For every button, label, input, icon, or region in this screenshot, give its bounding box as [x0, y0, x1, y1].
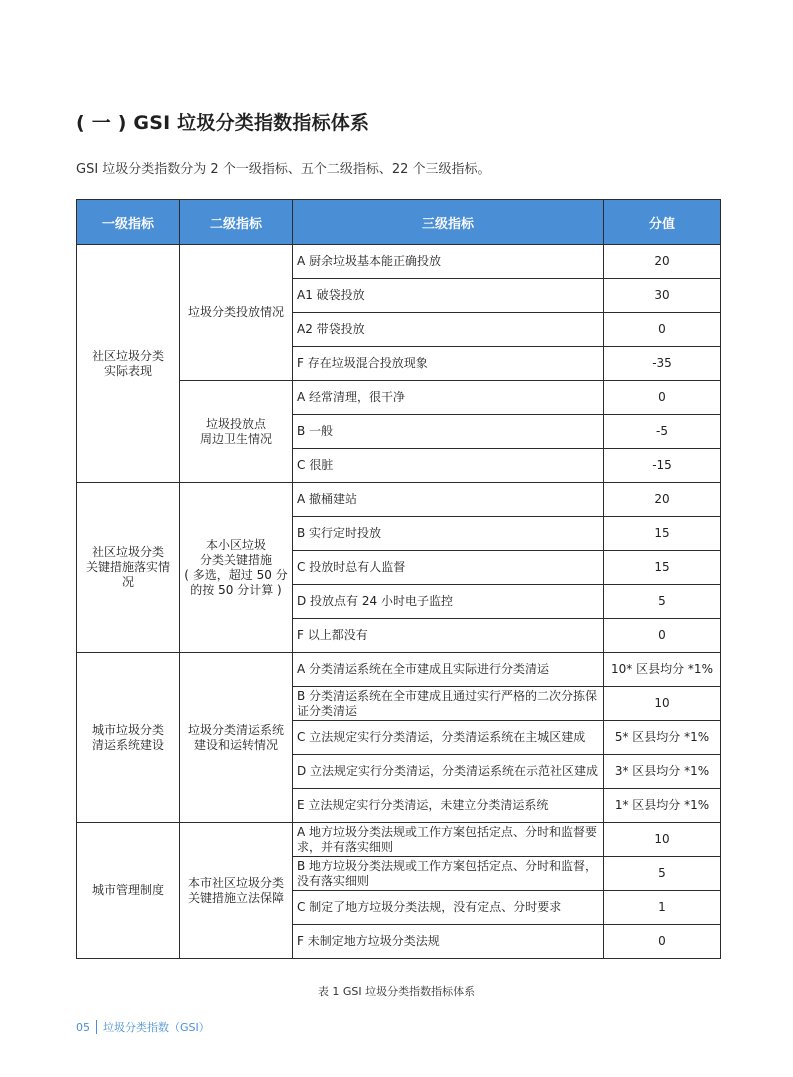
- level1-cell: 社区垃圾分类 关键措施落实情况: [77, 483, 180, 653]
- level2-cell: 垃圾分类清运系统 建设和运转情况: [180, 653, 293, 823]
- score-cell: 1* 区县均分 *1%: [604, 789, 721, 823]
- level2-cell: 垃圾分类投放情况: [180, 245, 293, 381]
- score-cell: 10: [604, 823, 721, 857]
- score-cell: -35: [604, 347, 721, 381]
- intro-text: GSI 垃圾分类指数分为 2 个一级指标、五个二级指标、22 个三级指标。: [76, 162, 491, 177]
- header-level2: 二级指标: [180, 200, 293, 245]
- level3-item-cell: B 分类清运系统在全市建成且通过实行严格的二次分拣保证分类清运: [293, 687, 604, 721]
- table-row: [77, 483, 721, 517]
- header-level1: 一级指标: [77, 200, 180, 245]
- level3-item-cell: C 立法规定实行分类清运，分类清运系统在主城区建成: [293, 721, 604, 755]
- section-heading: ( 一 ) GSI 垃圾分类指数指标体系: [76, 112, 370, 134]
- table-row: [77, 823, 721, 857]
- table-row: [77, 245, 721, 279]
- score-cell: -15: [604, 449, 721, 483]
- table-body: [77, 245, 721, 959]
- level2-cell: 垃圾投放点 周边卫生情况: [180, 381, 293, 483]
- level2-cell: 本小区垃圾 分类关键措施 ( 多选，超过 50 分 的按 50 分计算 ): [180, 483, 293, 653]
- score-cell: 1: [604, 891, 721, 925]
- score-cell: 10* 区县均分 *1%: [604, 653, 721, 687]
- table-caption: 表 1 GSI 垃圾分类指数指标体系: [317, 985, 476, 998]
- level3-item-cell: A1 破袋投放: [293, 279, 604, 313]
- footer-title: 垃圾分类指数（GSI）: [103, 1021, 210, 1034]
- level3-item-cell: C 投放时总有人监督: [293, 551, 604, 585]
- level1-cell: 城市垃圾分类 清运系统建设: [77, 653, 180, 823]
- level3-item-cell: B 一般: [293, 415, 604, 449]
- level3-item-cell: A 厨余垃圾基本能正确投放: [293, 245, 604, 279]
- level3-item-cell: A 分类清运系统在全市建成且实际进行分类清运: [293, 653, 604, 687]
- level3-item-cell: B 地方垃圾分类法规或工作方案包括定点、分时和监督，没有落实细则: [293, 857, 604, 891]
- header-level3: 三级指标: [293, 200, 604, 245]
- level3-item-cell: C 制定了地方垃圾分类法规，没有定点、分时要求: [293, 891, 604, 925]
- score-cell: 10: [604, 687, 721, 721]
- level3-item-cell: A 地方垃圾分类法规或工作方案包括定点、分时和监督要求，并有落实细则: [293, 823, 604, 857]
- level3-item-cell: D 立法规定实行分类清运，分类清运系统在示范社区建成: [293, 755, 604, 789]
- score-cell: 0: [604, 313, 721, 347]
- page-number: 05: [76, 1020, 90, 1034]
- score-cell: 15: [604, 517, 721, 551]
- level3-item-cell: A2 带袋投放: [293, 313, 604, 347]
- level3-item-cell: D 投放点有 24 小时电子监控: [293, 585, 604, 619]
- level3-item-cell: A 经常清理，很干净: [293, 381, 604, 415]
- table-row: [77, 653, 721, 687]
- score-cell: 0: [604, 925, 721, 959]
- score-cell: -5: [604, 415, 721, 449]
- score-cell: 5: [604, 585, 721, 619]
- level3-item-cell: F 未制定地方垃圾分类法规: [293, 925, 604, 959]
- table-header-row: [77, 200, 721, 245]
- score-cell: 5* 区县均分 *1%: [604, 721, 721, 755]
- score-cell: 5: [604, 857, 721, 891]
- level1-cell: 城市管理制度: [77, 823, 180, 959]
- level1-cell: 社区垃圾分类 实际表现: [77, 245, 180, 483]
- gsi-index-table: [76, 199, 721, 959]
- level3-item-cell: F 存在垃圾混合投放现象: [293, 347, 604, 381]
- score-cell: 30: [604, 279, 721, 313]
- level3-item-cell: A 撤桶建站: [293, 483, 604, 517]
- score-cell: 3* 区县均分 *1%: [604, 755, 721, 789]
- score-cell: 0: [604, 619, 721, 653]
- level3-item-cell: C 很脏: [293, 449, 604, 483]
- score-cell: 15: [604, 551, 721, 585]
- level3-item-cell: F 以上都没有: [293, 619, 604, 653]
- level3-item-cell: E 立法规定实行分类清运，未建立分类清运系统: [293, 789, 604, 823]
- page-footer: [76, 1019, 210, 1035]
- level3-item-cell: B 实行定时投放: [293, 517, 604, 551]
- score-cell: 0: [604, 381, 721, 415]
- score-cell: 20: [604, 483, 721, 517]
- header-score: 分值: [604, 200, 721, 245]
- footer-divider: [96, 1020, 97, 1034]
- score-cell: 20: [604, 245, 721, 279]
- level2-cell: 本市社区垃圾分类 关键措施立法保障: [180, 823, 293, 959]
